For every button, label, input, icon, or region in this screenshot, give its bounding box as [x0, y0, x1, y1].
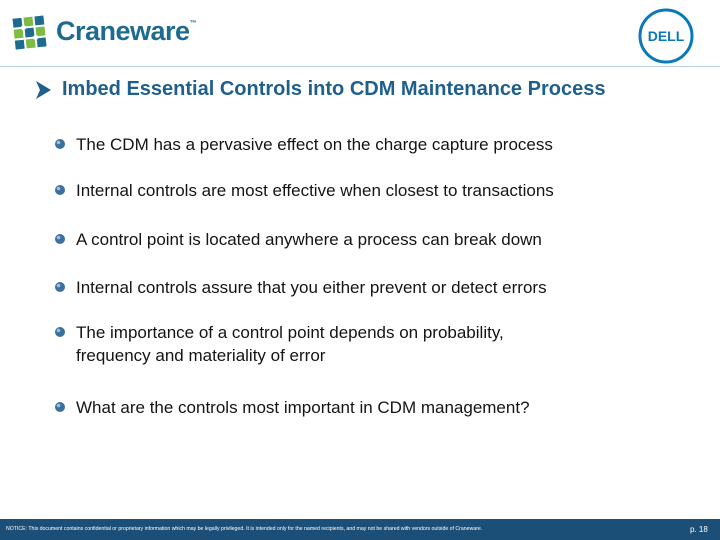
footer-bar [0, 519, 720, 540]
header-divider [0, 66, 720, 67]
bullet-icon [54, 401, 66, 413]
bullet-icon [54, 138, 66, 150]
dell-logo-text: DELL [647, 28, 685, 44]
arrow-right-icon [35, 80, 53, 100]
bullet-line: The importance of a control point depends on probability, [76, 323, 504, 342]
trademark-mark: ™ [189, 20, 197, 27]
slide-heading [35, 78, 720, 104]
bullet-text [76, 228, 542, 251]
bullet-line: A control point is located anywhere a process can break down [76, 230, 542, 249]
bullet-icon [54, 184, 66, 196]
bullet-icon [54, 281, 66, 293]
bullet-text [76, 321, 504, 367]
bullet-line: What are the controls most important in CDM management? [76, 398, 530, 417]
dell-logo [638, 8, 694, 64]
bullet-line: The CDM has a pervasive effect on the charge capture process [76, 135, 553, 154]
bullet-text [76, 276, 547, 299]
bullet-text [76, 179, 554, 202]
confidentiality-notice: NOTICE: This document contains confidential or proprietary information which may be legally privileged. It is intended only for the named recipients, and may not be shared with vendors outside of Craneware. [6, 526, 483, 532]
craneware-logo-text: Craneware™ [56, 16, 197, 46]
bullet-icon [54, 233, 66, 245]
bullet-icon [54, 326, 66, 338]
page-number: p. 18 [690, 525, 708, 534]
bullet-line: Internal controls are most effective when closest to transactions [76, 181, 554, 200]
bullet-text [76, 133, 553, 156]
bullet-line: Internal controls assure that you either prevent or detect errors [76, 278, 547, 297]
craneware-logo-mark [10, 12, 50, 52]
bullet-line: frequency and materiality of error [76, 346, 326, 365]
craneware-logo [10, 8, 197, 54]
bullet-text [76, 396, 530, 419]
heading-text: Imbed Essential Controls into CDM Maintenance Process [62, 78, 606, 100]
